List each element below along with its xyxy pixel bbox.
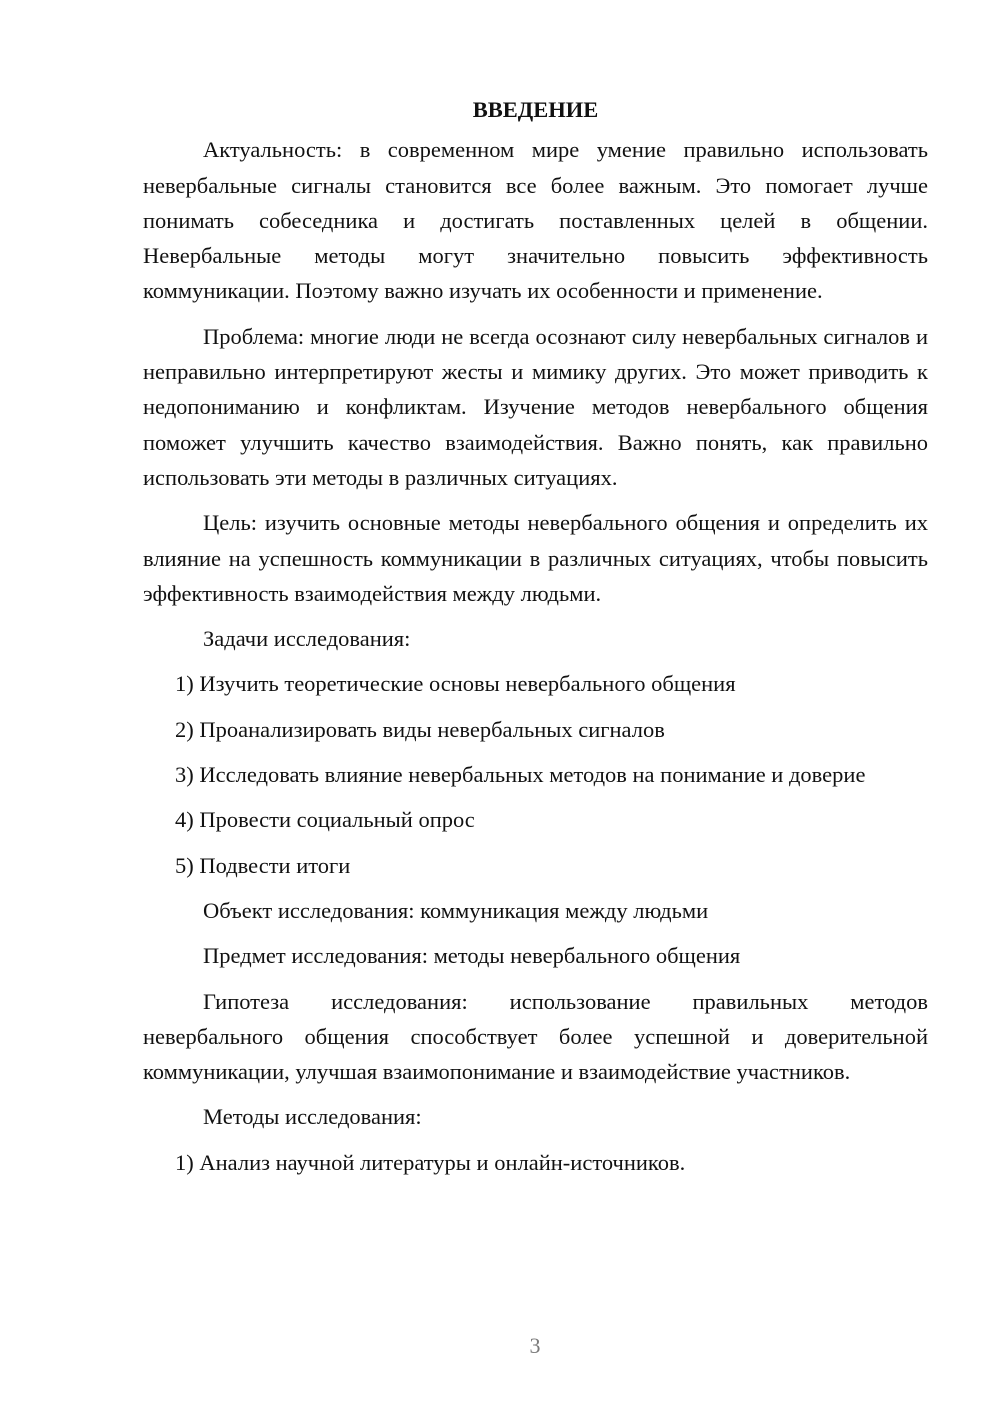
task-item: 4) Провести социальный опрос <box>175 807 475 833</box>
task-item: 2) Проанализировать виды невербальных сигналов <box>175 716 665 742</box>
tasks-heading: Задачи исследования: <box>203 626 411 652</box>
task-item: 1) Изучить теоретические основы невербального общения <box>175 671 736 697</box>
hypothesis-paragraph: Гипотеза исследования: использование правильных методов невербального общения способствует более успешной и доверительной коммуникации, улучшая взаимопонимание и взаимодействие участников. <box>143 988 928 1085</box>
goal-paragraph: Цель: изучить основные методы невербального общения и определить их влияние на успешность коммуникации в различных ситуациях, чтобы повысить эффективность взаимодействия между людьми. <box>143 510 928 606</box>
method-item: 1) Анализ научной литературы и онлайн-источников. <box>175 1149 686 1175</box>
section-title: ВВЕДЕНИЕ <box>472 97 599 122</box>
document-body <box>143 92 928 1180</box>
object-paragraph: Объект исследования: коммуникация между людьми <box>203 897 709 923</box>
page-number: 3 <box>529 1333 541 1358</box>
relevance-paragraph: Актуальность: в современном мире умение правильно использовать невербальные сигналы становится все более важным. Это помогает лучше понимать собеседника и достигать поставленных целей в общении. Невербальные методы могут значительно повысить эффективность коммуникации. Поэтому важно изучать их особенности и применение. <box>143 137 928 304</box>
task-item: 3) Исследовать влияние невербальных методов на понимание и доверие <box>175 762 866 788</box>
methods-heading: Методы исследования: <box>203 1104 422 1130</box>
problem-paragraph: Проблема: многие люди не всегда осознают силу невербальных сигналов и неправильно интерпретируют жесты и мимику других. Это может приводить к недопониманию и конфликтам. Изучение методов невербального общения поможет улучшить качество взаимодействия. Важно понять, как правильно использовать эти методы в различных ситуациях. <box>143 323 928 490</box>
task-item: 5) Подвести итоги <box>175 852 351 878</box>
subject-paragraph: Предмет исследования: методы невербального общения <box>203 943 741 969</box>
